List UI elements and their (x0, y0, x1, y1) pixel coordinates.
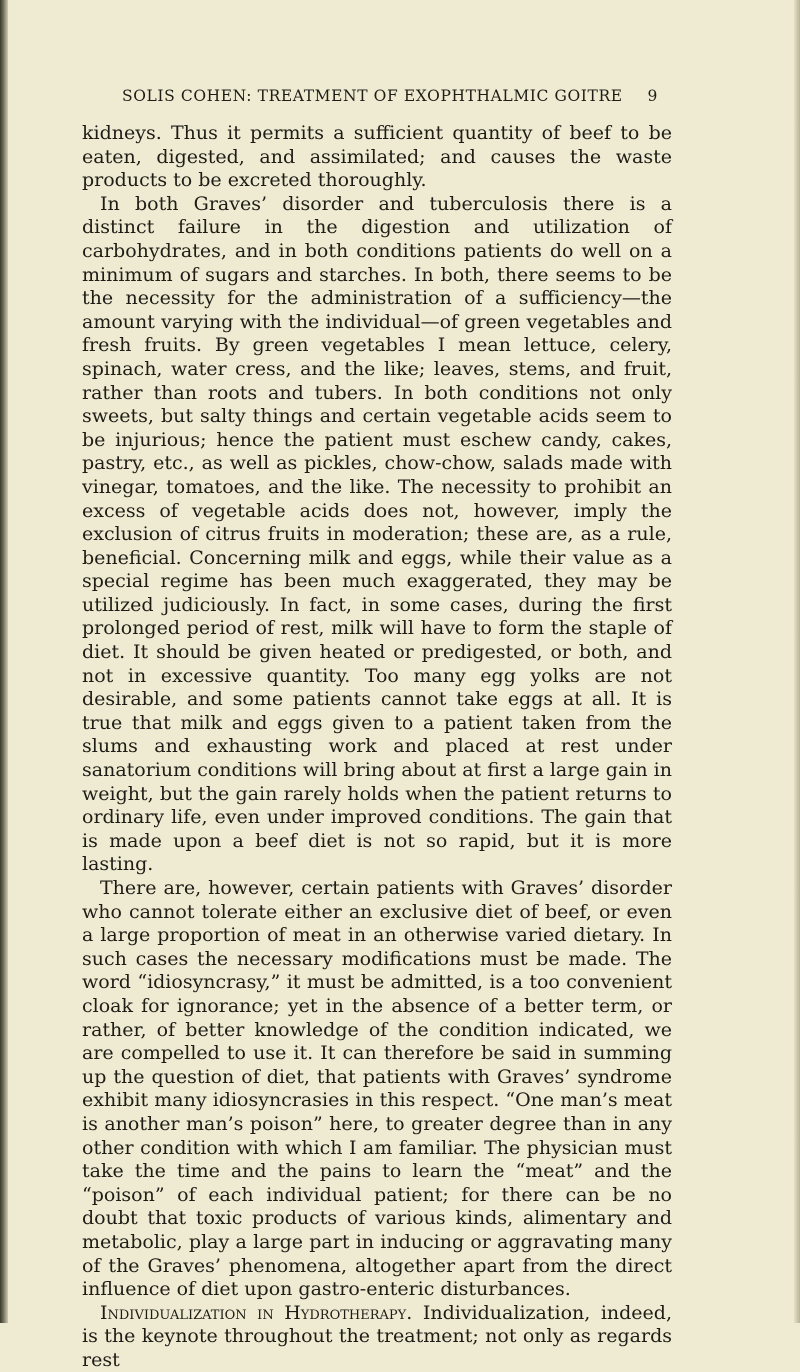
paragraph-idiosyncrasy: There are, however, certain patients with Graves’ disorder who cannot tolerate either an exclusive diet of beef, or even a large proportion of meat in an otherwise varied dietary. In such cases the necessary modifications must be made. The word “idiosyncrasy,” it must be admitted, is a too convenient cloak for ignorance; yet in the absence of a better term, or rather, of better knowledge of the condition indicated, we are compelled to use it. It can therefore be said in summing up the question of diet, that patients with Graves’ syndrome exhibit many idiosyncrasies in this respect. “One man’s meat is another man’s poison” here, to greater degree than in any other condition with which I am familiar. The physician must take the time and the pains to learn the “meat” and the “poison” of each individual patient; for there can be no doubt that toxic products of various kinds, alimentary and metabolic, play a large part in inducing or aggravating many of the Graves’ phenomena, altogether apart from the direct influence of diet upon gastro-enteric disturbances. (82, 877, 672, 1301)
section-text: Individualization, indeed, is the keynote throughout the treatment; not only as regards rest (82, 1301, 672, 1371)
running-head: SOLIS COHEN: TREATMENT OF EXOPHTHALMIC GOITRE (122, 87, 623, 105)
page-edge-shadow (0, 0, 8, 1323)
page-header (122, 87, 658, 111)
section-heading: Individualization in Hydrotherapy. (100, 1301, 413, 1324)
paragraph-diet-comparison: In both Graves’ disorder and tuberculosis there is a distinct failure in the digestion and utilization of carbohydrates, and in both conditions patients do well on a minimum of sugars and starches. In both, there seems to be the necessity for the administration of a sufficiency—the amount varying with the individual—of green vegetables and fresh fruits. By green vegetables I mean lettuce, celery, spinach, water cress, and the like; leaves, stems, and fruit, rather than roots and tubers. In both conditions not only sweets, but salty things and certain vegetable acids seem to be injurious; hence the patient must eschew candy, cakes, pastry, etc., as well as pickles, chow-chow, salads made with vinegar, tomatoes, and the like. The necessity to prohibit an excess of vegetable acids does not, however, imply the exclusion of citrus fruits in moderation; these are, as a rule, beneficial. Concerning milk and eggs, while their value as a special regime has been much exaggerated, they may be utilized judiciously. In fact, in some cases, during the first prolonged period of rest, milk will have to form the staple of diet. It should be given heated or predigested, or both, and not in excessive quantity. Too many egg yolks are not desirable, and some patients cannot take eggs at all. It is true that milk and eggs given to a patient taken from the slums and exhausting work and placed at rest under sanatorium conditions will bring about at first a large gain in weight, but the gain rarely holds when the patient returns to ordinary life, even under improved conditions. The gain that is made upon a beef diet is not so rapid, but it is more lasting. (82, 192, 672, 876)
paragraph-hydrotherapy (82, 1302, 672, 1372)
body-text (82, 122, 672, 1372)
paragraph-continued: kidneys. Thus it permits a sufficient quantity of beef to be eaten, digested, and assimilated; and causes the waste products to be excreted thoroughly. (82, 122, 672, 192)
page-number: 9 (647, 87, 658, 105)
page-edge-right (794, 0, 800, 1323)
